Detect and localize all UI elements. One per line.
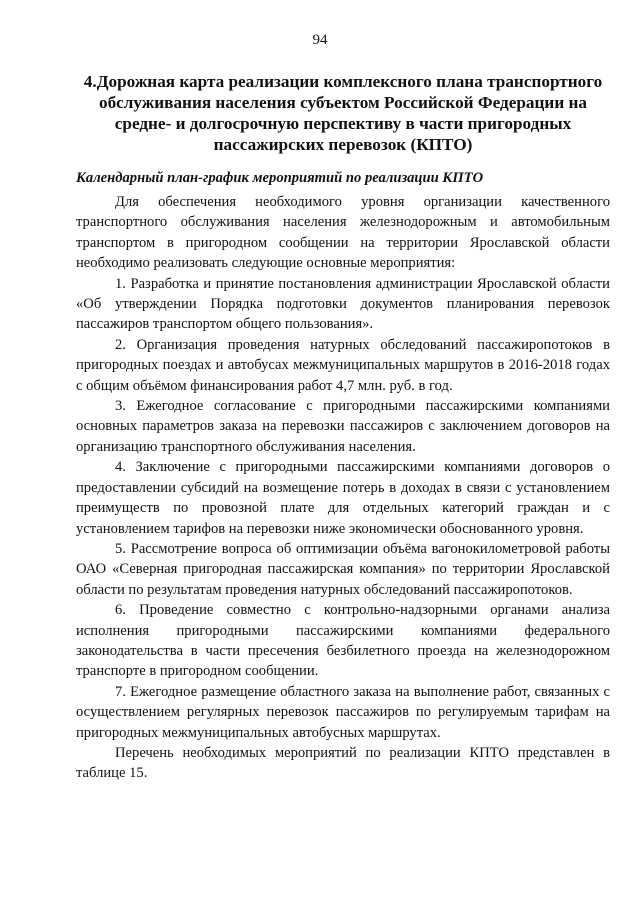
list-item-1: 1. Разработка и принятие постановления администрации Ярославской области «Об утверждении Порядка подготовки документов планирования перевозок пассажиров транспортом общего пользования». [76, 275, 610, 333]
list-item-2: 2. Организация проведения натурных обследований пассажиропотоков в пригородных поездах и автобусах межмуниципальных маршрутов в 2016-2018 годах с общим объёмом финансирования работ 4,7 млн. руб. в год. [76, 336, 610, 394]
section-heading: 4.Дорожная карта реализации комплексного плана транспортного обслуживания населения субъектом Российской Федерации на средне- и долгосрочную перспективу в части пригородных пассажирских перевозок (КПТО) [83, 72, 603, 154]
page-number: 94 [312, 32, 328, 48]
section-subheading: Календарный план-график мероприятий по реализации КПТО [76, 170, 484, 186]
list-item-7: 7. Ежегодное размещение областного заказа на выполнение работ, связанных с осуществлением регулярных перевозок пассажиров по регулируемым тарифам на пригородных межмуниципальных автобусных маршрутах. [76, 683, 610, 741]
list-item-6: 6. Проведение совместно с контрольно-надзорными органами анализа исполнения пригородными пассажирскими компаниями федерального законодательства в части пресечения безбилетного проезда на железнодорожном транспорте в пригородном сообщении. [76, 602, 610, 680]
document-content [76, 71, 610, 784]
list-item-4: 4. Заключение с пригородными пассажирскими компаниями договоров о предоставлении субсидий на возмещение потерь в доходах в связи с установлением преимуществ по провозной плате для отдельных категорий граждан и с установлением тарифов на перевозки ниже экономически обоснованного уровня. [76, 459, 610, 537]
intro-paragraph: Для обеспечения необходимого уровня организации качественного транспортного обслуживания населения железнодорожным и автомобильным транспортом в пригородном сообщении на территории Ярославской области необходимо реализовать следующие основные мероприятия: [76, 194, 610, 272]
list-item-5: 5. Рассмотрение вопроса об оптимизации объёма вагонокилометровой работы ОАО «Северная пригородная пассажирская компания» по территории Ярославской области по результатам проведения натурных обследований пассажиропотоков. [76, 540, 610, 598]
list-item-3: 3. Ежегодное согласование с пригородными пассажирскими компаниями основных параметров заказа на перевозки пассажиров с заключением договоров на организацию транспортного обслуживания населения. [76, 398, 610, 455]
closing-paragraph: Перечень необходимых мероприятий по реализации КПТО представлен в таблице 15. [76, 744, 610, 782]
